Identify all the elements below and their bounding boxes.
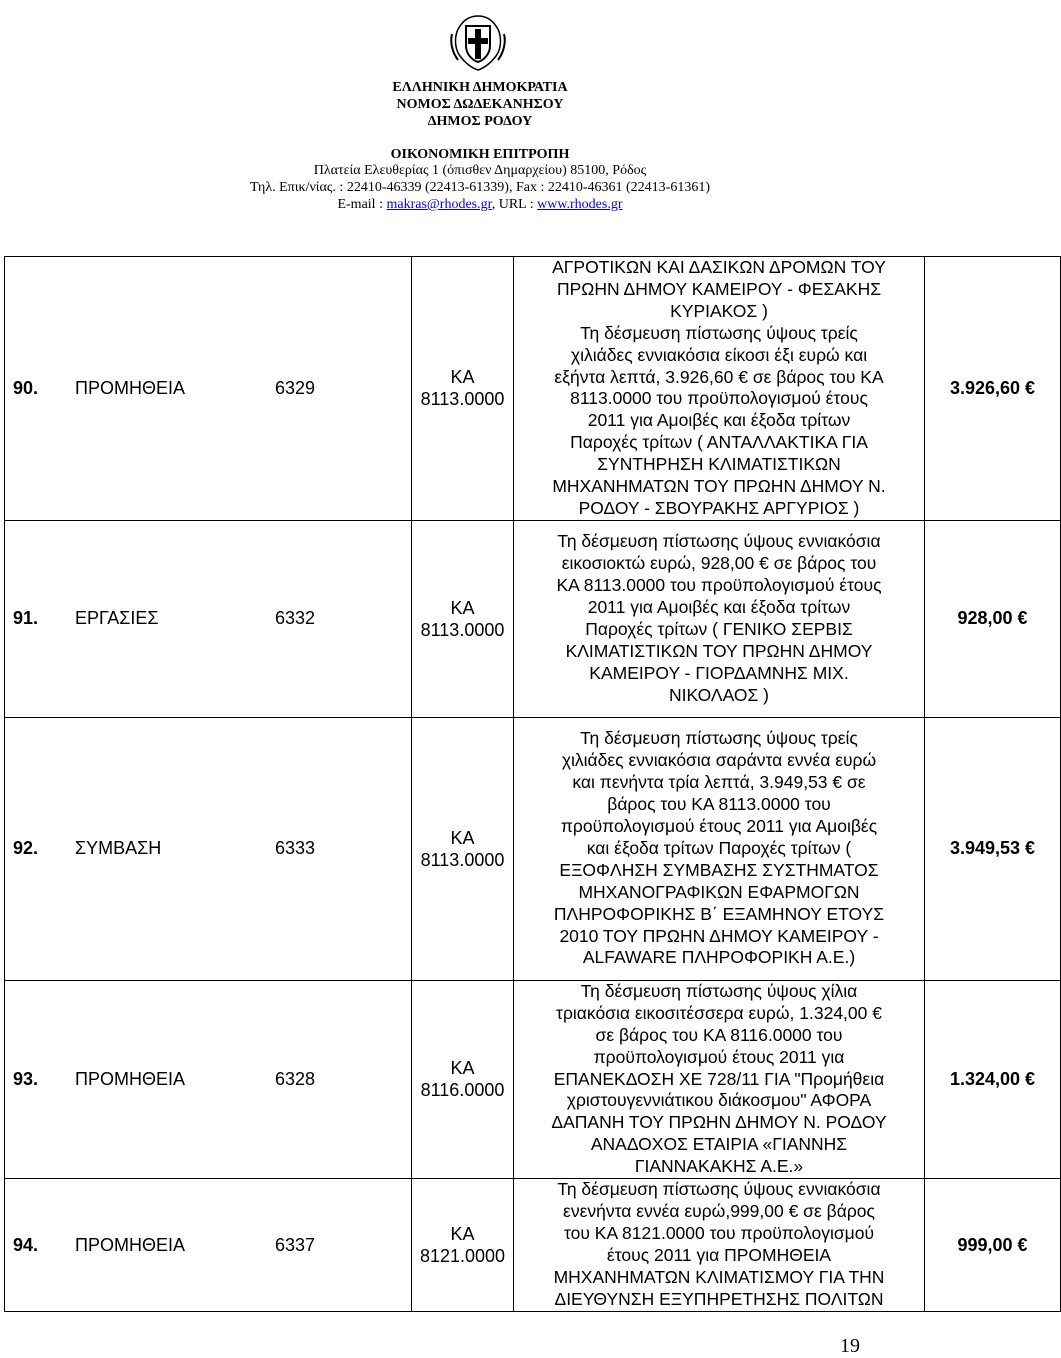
description-line: ΜΗΧΑΝΗΜΑΤΩΝ ΤΟΥ ΠΡΩΗΝ ΔΗΜΟΥ Ν. [552,476,886,497]
header-country: ΕΛΛΗΝΙΚΗ ΔΗΜΟΚΡΑΤΙΑ [392,80,568,95]
ka-label: ΚΑ [450,597,475,618]
item-code: 6329 [274,377,315,398]
item-kind: ΠΡΟΜΗΘΕΙΑ [75,1068,186,1089]
header-contact [0,197,960,213]
description-line: προϋπολογισμού έτους 2011 για Αμοιβές [560,816,878,837]
email-link[interactable]: makras@rhodes.gr [386,197,492,212]
description-line: σε βάρος του ΚΑ 8116.0000 του [595,1024,843,1045]
ka-code: 8113.0000 [420,619,505,640]
description-line: προϋπολογισμού έτους 2011 για [593,1046,845,1067]
description-line: εξήντα λεπτά, 3.926,60 € σε βάρος του ΚΑ [554,366,884,387]
description-line: και πενήντα τρία λεπτά, 3.949,53 € σε [572,772,866,793]
ka-label: ΚΑ [450,1058,475,1079]
item-code: 6337 [274,1234,315,1255]
email-label: E-mail : [337,197,387,212]
item-code: 6332 [274,608,315,629]
amount-value: 1.324,00 € [949,1068,1036,1089]
ka-cell [412,1179,514,1312]
description-line: Παροχές τρίτων ( ΑΝΤΑΛΛΑΚΤΙΚΑ ΓΙΑ [570,432,868,453]
ka-code: 8113.0000 [420,849,505,870]
header-prefecture: ΝΟΜΟΣ ΔΩΔΕΚΑΝΗΣΟΥ [396,97,564,112]
description-line: 2011 για Αμοιβές και έξοδα τρίτων [587,596,851,617]
description-line: ΑΓΡΟΤΙΚΩΝ ΚΑΙ ΔΑΣΙΚΩΝ ΔΡΟΜΩΝ ΤΟΥ [552,257,886,277]
item-kind: ΕΡΓΑΣΙΕΣ [75,608,159,629]
description-line: τριακόσια εικοσιτέσσερα ευρώ, 1.324,00 € [556,1002,882,1023]
description-line: ΕΞΟΦΛΗΣΗ ΣΥΜΒΑΣΗΣ ΣΥΣΤΗΜΑΤΟΣ [559,859,879,880]
description-line: ALFAWARE ΠΛΗΡΟΦΟΡΙΚΗ Α.Ε.) [582,947,856,968]
ka-label: ΚΑ [450,827,475,848]
description-line: Παροχές τρίτων ( ΓΕΝΙΚΟ ΣΕΡΒΙΣ [585,618,853,639]
ka-code: 8113.0000 [420,389,505,410]
item-cell [5,1179,412,1312]
item-number: 92. [13,838,39,859]
description-cell [514,1179,925,1312]
description-line: ΓΙΑΝΝΑΚΑΚΗΣ Α.Ε.» [634,1156,804,1177]
header-committee: ΟΙΚΟΝΟΜΙΚΗ ΕΠΙΤΡΟΠΗ [390,147,570,162]
item-number: 90. [13,377,39,398]
header-phone: Τηλ. Επικ/νίας. : 22410-46339 (22413-61339), Fax : 22410-46361 (22413-61361) [249,180,711,195]
website-link[interactable]: www.rhodes.gr [537,197,623,212]
description-line: ΚΑ 8113.0000 του προϋπολογισμού έτους [556,575,882,596]
item-code: 6328 [274,1068,315,1089]
item-kind: ΣΥΜΒΑΣΗ [75,838,162,859]
commitments-table [4,256,1061,1312]
description-line: χιλιάδες εννιακόσια σαράντα εννέα ευρώ [561,750,877,771]
item-info [5,838,411,859]
ka-cell [412,980,514,1178]
description-line: ΝΙΚΟΛΑΟΣ ) [668,684,770,705]
description-line: ΑΝΑΔΟΧΟΣ ΕΤΑΙΡΙΑ «ΓΙΑΝΝΗΣ [590,1134,848,1155]
page-number: 19 [840,1335,860,1357]
description-line: ΜΗΧΑΝΗΜΑΤΩΝ ΚΛΙΜΑΤΙΣΜΟΥ ΓΙΑ ΤΗΝ [553,1266,885,1287]
description-line: ενενήντα εννέα ευρώ,999,00 € σε βάρος [563,1201,875,1222]
description-line: Τη δέσμευση πίστωσης ύψους χίλια [580,980,858,1001]
item-cell [5,980,412,1178]
description-line: έτους 2011 για ΠΡΟΜΗΘΕΙΑ [606,1245,832,1266]
description-line: ΣΥΝΤΗΡΗΣΗ ΚΛΙΜΑΤΙΣΤΙΚΩΝ [597,454,841,475]
description-line: 8113.0000 του προϋπολογισμού έτους [570,388,868,409]
amount-cell [925,257,1061,521]
ka-label: ΚΑ [450,1224,475,1245]
item-kind: ΠΡΟΜΗΘΕΙΑ [75,377,186,398]
ka-label: ΚΑ [450,367,475,388]
item-number: 91. [13,608,39,629]
description-line: 2011 για Αμοιβές και έξοδα τρίτων [587,410,851,431]
item-code: 6333 [274,838,315,859]
description-line: του ΚΑ 8121.0000 του προϋπολογισμού [563,1223,875,1244]
description-line: ΡΟΔΟΥ - ΣΒΟΥΡΑΚΗΣ ΑΡΓΥΡΙΟΣ ) [578,497,860,518]
amount-value: 999,00 € [957,1234,1028,1255]
header-address: Πλατεία Ελευθερίας 1 (όπισθεν Δημαρχείου) 85100, Ρόδος [313,163,647,178]
item-info [5,1069,411,1090]
description-cell [514,520,925,717]
description-line: Τη δέσμευση πίστωσης ύψους εννιακόσια [557,531,881,552]
description-line: βάρος του ΚΑ 8113.0000 του [607,794,831,815]
description-line: ΠΛΗΡΟΦΟΡΙΚΗΣ Β΄ ΕΞΑΜΗΝΟΥ ΕΤΟΥΣ [553,903,885,924]
description-cell [514,257,925,521]
item-kind: ΠΡΟΜΗΘΕΙΑ [75,1234,186,1255]
description-line: ΔΙΕΥΘΥΝΣΗ ΕΞΥΠΗΡΕΤΗΣΗΣ ΠΟΛΙΤΩΝ [554,1288,884,1309]
ka-code: 8116.0000 [420,1080,505,1101]
description-cell [514,717,925,980]
ka-cell [412,257,514,521]
item-info [5,378,411,399]
table-row [5,257,1061,521]
amount-cell [925,717,1061,980]
description-line: χριστουγεννιάτικου διάκοσμου" ΑΦΟΡΑ [566,1090,872,1111]
item-number: 94. [13,1234,39,1255]
url-label: , URL : [491,197,538,212]
description-line: ΕΠΑΝΕΚΔΟΣΗ ΧΕ 728/11 ΓΙΑ "Προμήθεια [553,1068,885,1089]
amount-cell [925,520,1061,717]
description-line: ΚΑΜΕΙΡΟΥ - ΓΙΟΡΔΑΜΝΗΣ ΜΙΧ. [589,662,849,683]
description-line: εικοσιοκτώ ευρώ, 928,00 € σε βάρος του [561,553,877,574]
table-row [5,717,1061,980]
description-line: Τη δέσμευση πίστωσης ύψους τρείς [580,728,858,749]
ka-cell [412,520,514,717]
description-line: ΚΛΙΜΑΤΙΣΤΙΚΩΝ ΤΟΥ ΠΡΩΗΝ ΔΗΜΟΥ [565,640,873,661]
item-info [5,1235,411,1256]
description-line: Τη δέσμευση πίστωσης ύψους εννιακόσια [557,1179,881,1200]
table-row [5,980,1061,1178]
amount-cell [925,1179,1061,1312]
description-line: και έξοδα τρίτων Παροχές τρίτων ( [586,837,852,858]
description-line: ΜΗΧΑΝΟΓΡΑΦΙΚΩΝ ΕΦΑΡΜΟΓΩΝ [578,881,860,902]
header-municipality: ΔΗΜΟΣ ΡΟΔΟΥ [427,114,533,129]
ka-cell [412,717,514,980]
greek-coat-of-arms-icon [446,12,510,72]
ka-code: 8121.0000 [419,1246,506,1267]
item-cell [5,717,412,980]
description-line: χιλιάδες εννιακόσια είκοσι έξι ευρώ και [570,344,868,365]
description-line: ΔΑΠΑΝΗ ΤΟΥ ΠΡΩΗΝ ΔΗΜΟΥ Ν. ΡΟΔΟΥ [551,1112,887,1133]
table-row [5,1179,1061,1312]
description-line: 2010 ΤΟΥ ΠΡΩΗΝ ΔΗΜΟΥ ΚΑΜΕΙΡΟΥ - [559,925,879,946]
amount-value: 3.949,53 € [949,838,1036,859]
description-cell [514,980,925,1178]
table-row [5,520,1061,717]
item-cell [5,257,412,521]
description-line: ΠΡΩΗΝ ΔΗΜΟΥ ΚΑΜΕΙΡΟΥ - ΦΕΣΑΚΗΣ [556,278,882,299]
description-line: Τη δέσμευση πίστωσης ύψους τρείς [580,322,858,343]
item-info [5,608,411,629]
item-number: 93. [13,1068,39,1089]
amount-value: 3.926,60 € [949,377,1036,398]
description-line: ΚΥΡΙΑΚΟΣ ) [670,300,768,321]
amount-value: 928,00 € [957,608,1028,629]
item-cell [5,520,412,717]
amount-cell [925,980,1061,1178]
